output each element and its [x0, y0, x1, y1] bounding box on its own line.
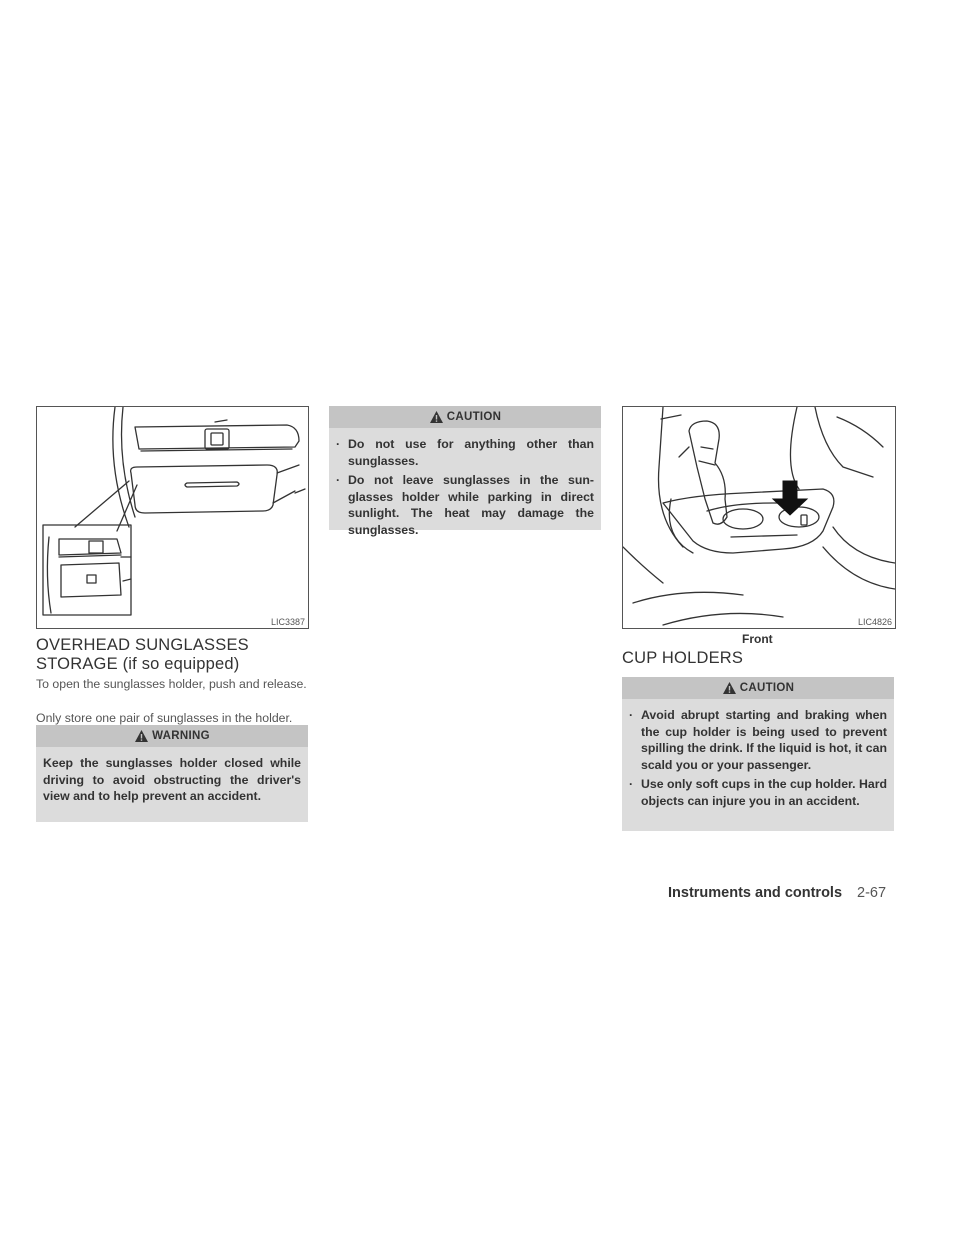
caution-heading-text: CAUTION [446, 411, 502, 423]
caution-item [336, 436, 594, 469]
bullet-mark: · [629, 708, 634, 722]
footer-page-number: 2-67 [857, 885, 887, 901]
caution-heading [329, 406, 601, 428]
bullet-mark: · [336, 437, 341, 451]
section-title-line: STORAGE (if so equipped) [36, 655, 240, 673]
section-title-line: OVERHEAD SUNGLASSES [36, 636, 249, 654]
caution-item-text: Do not use for anything other than sunglasses. [348, 437, 594, 468]
section-title: CUP HOLDERS [622, 649, 744, 667]
caution-icon [722, 681, 737, 695]
warning-box [36, 725, 308, 822]
figure-code: LIC4826 [857, 617, 892, 627]
caution-icon [429, 410, 444, 424]
caution-item-text: Use only soft cups in the cup holder. Hard objects can injure you in an accident. [641, 777, 887, 808]
caution-list [329, 428, 601, 549]
bullet-mark: · [336, 473, 341, 487]
footer-chapter: Instruments and controls [668, 885, 843, 901]
cupholder-figure [622, 406, 896, 629]
paragraph: To open the sunglasses holder, push and release. [36, 677, 307, 691]
caution-heading [622, 677, 894, 699]
caution-item [629, 707, 887, 773]
caution-item-text: Avoid abrupt starting and braking when the cup holder is being used to prevent spilling the drink. If the liquid is hot, it can scald you or your passenger. [641, 708, 887, 772]
figure-code: LIC3387 [270, 617, 305, 627]
warning-text: Keep the sunglasses holder closed while driving to avoid obstructing the driver's view and to help prevent an accident. [43, 756, 301, 803]
warning-heading-text: WARNING [152, 730, 210, 742]
caution-item-text: Do not leave sunglasses in the sun-glasses holder while parking in direct sunlight. The heat may damage the sunglasses. [348, 473, 594, 537]
caution-item [629, 776, 887, 809]
caution-item [336, 472, 594, 538]
warning-heading [36, 725, 308, 747]
warning-icon [134, 729, 149, 743]
figure-caption: Front [742, 632, 773, 646]
caution-list [622, 699, 894, 820]
caution-box [329, 406, 601, 537]
paragraph: Only store one pair of sunglasses in the holder. [36, 711, 293, 725]
sunglasses-holder-figure [36, 406, 309, 629]
caution-heading-text: CAUTION [739, 682, 795, 694]
cupholder-illustration [623, 407, 895, 628]
section-title [36, 636, 249, 674]
caution-box [622, 677, 894, 831]
sunglasses-holder-illustration [37, 407, 308, 628]
bullet-mark: · [629, 777, 634, 791]
